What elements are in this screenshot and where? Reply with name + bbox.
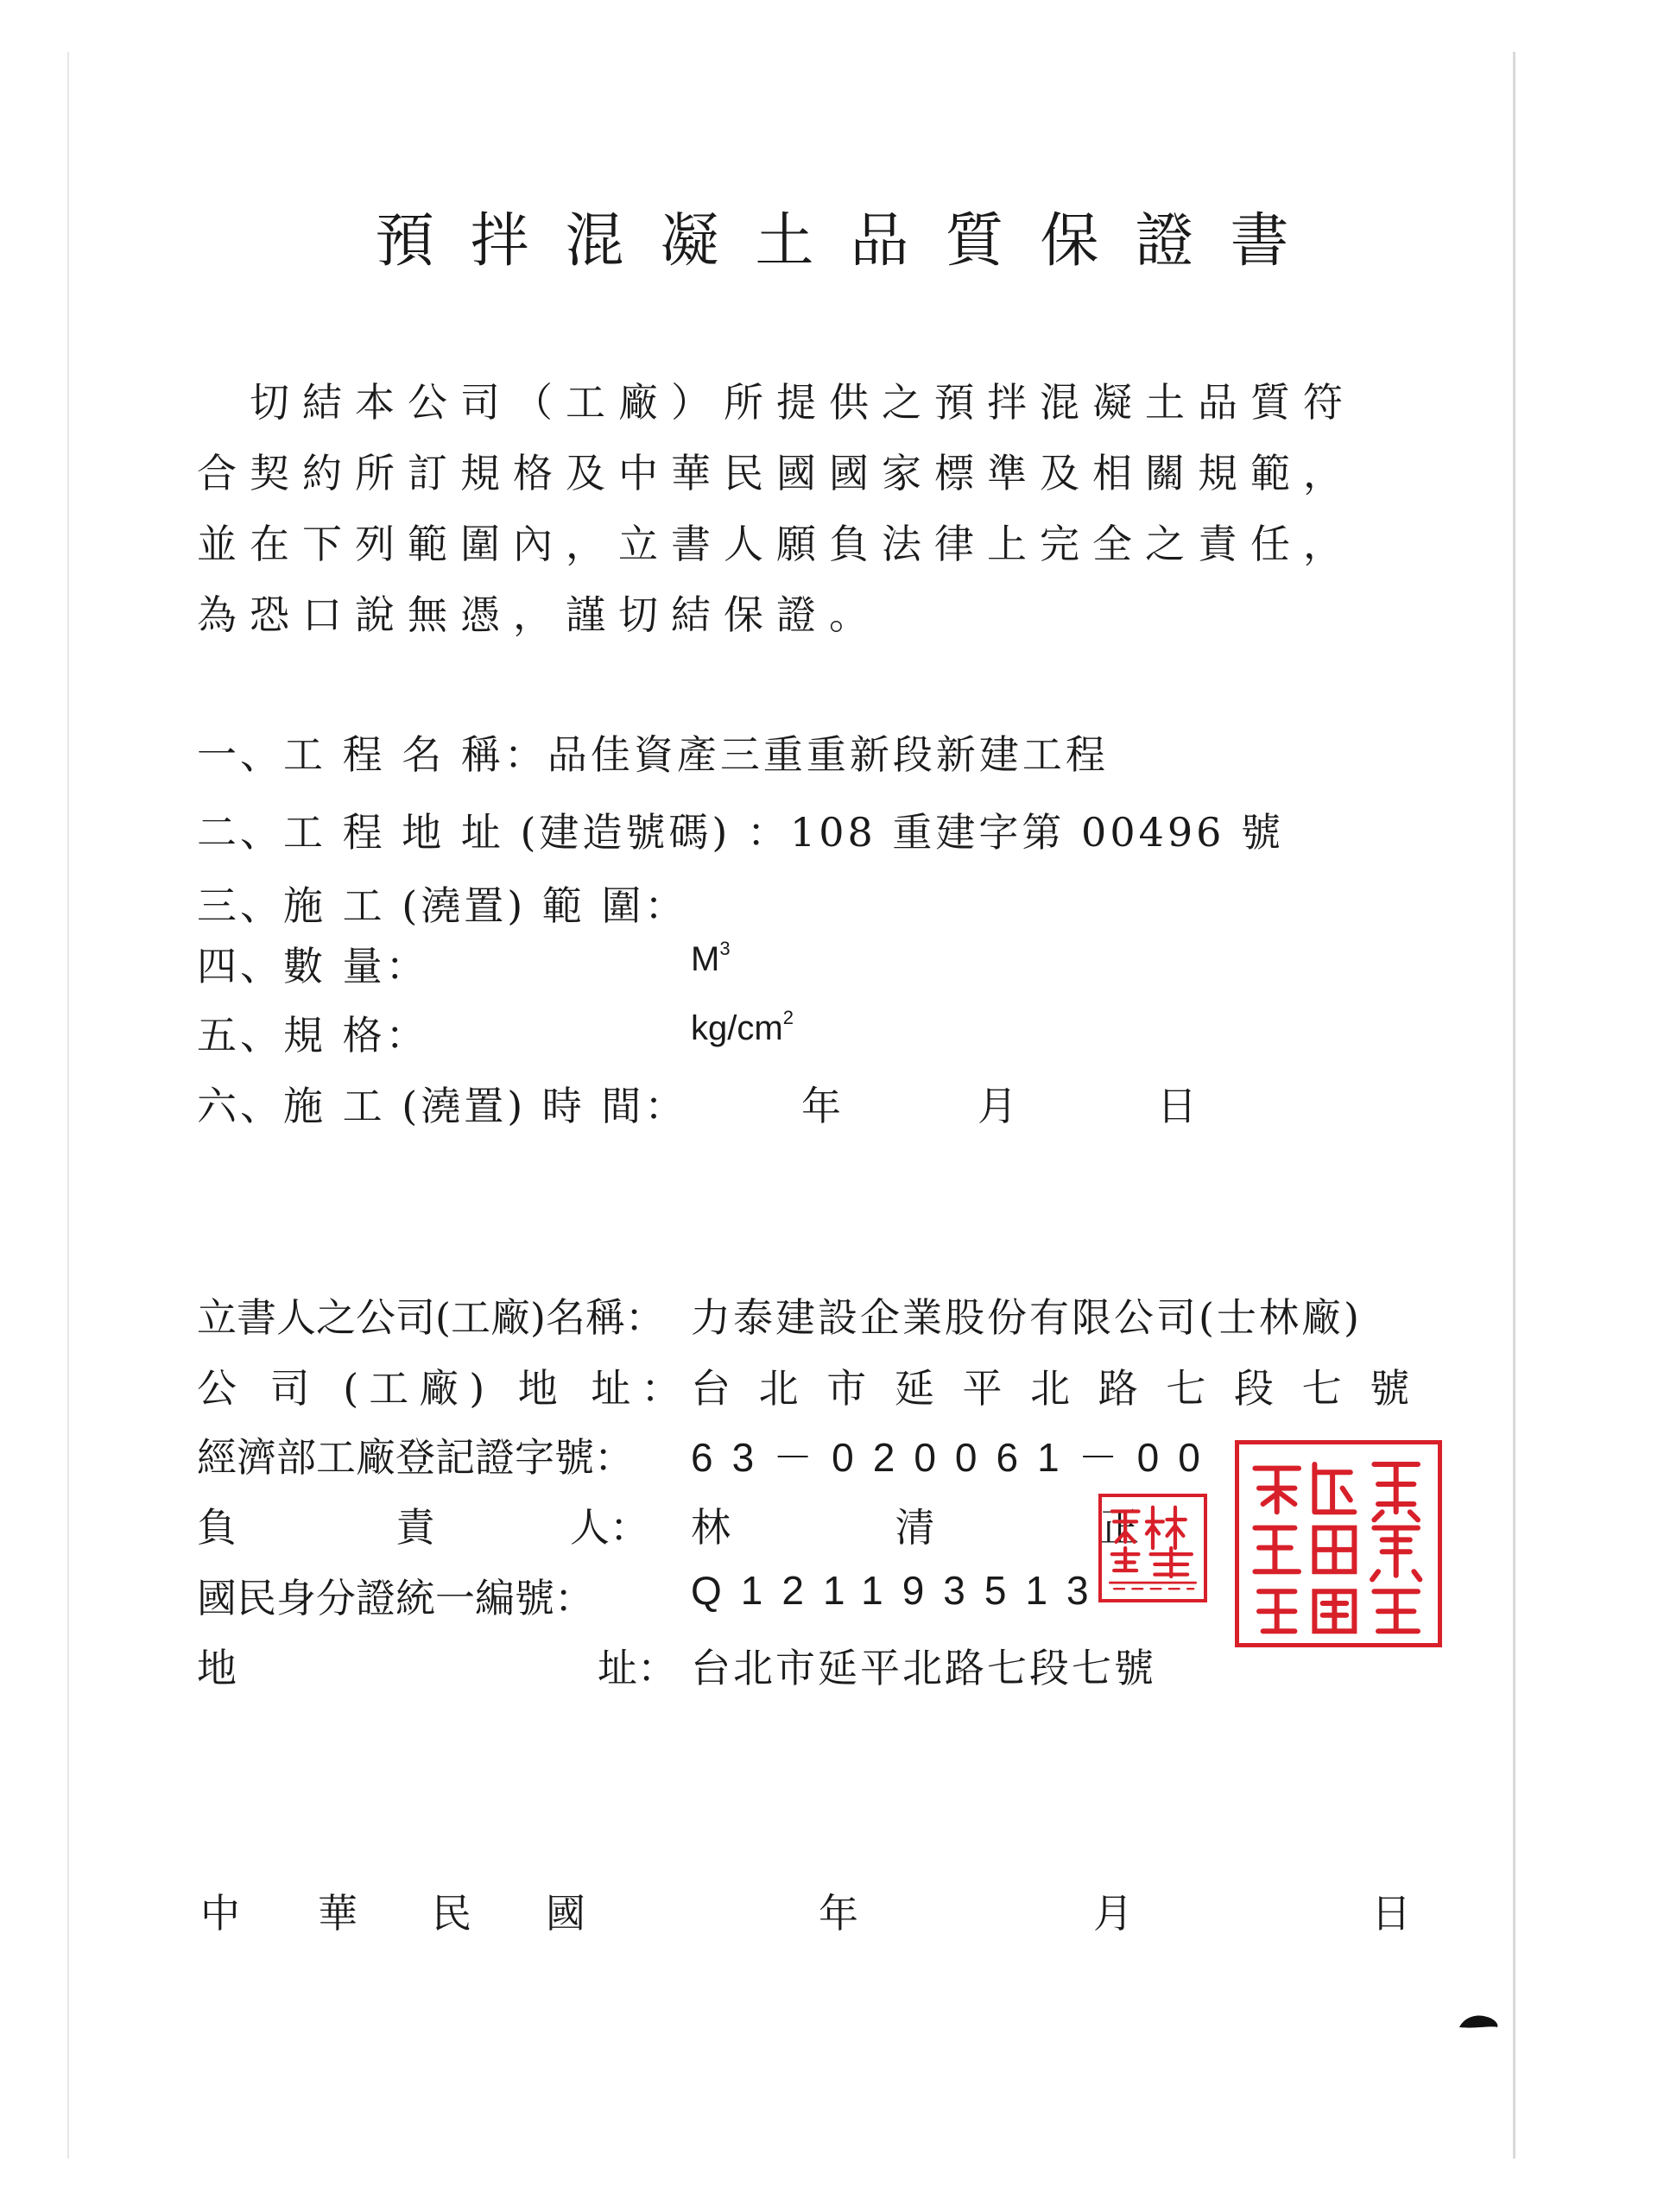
item-project-address: 二、工 程 地 址 (建造號碼) ：108 重建字第 00496 號 bbox=[197, 809, 1285, 856]
page-edge-right bbox=[1513, 52, 1515, 2158]
pour-day: 日 bbox=[1157, 1083, 1197, 1129]
registration-value: 63－020061－00 bbox=[691, 1435, 1219, 1480]
home-address-label-2: 址： bbox=[598, 1645, 677, 1691]
paragraph-line: 切結本公司（工廠）所提供之預拌混凝土品質符 bbox=[197, 379, 1356, 426]
footer-year: 年 bbox=[819, 1890, 858, 1937]
roc-char-2: 華 bbox=[318, 1890, 357, 1937]
registration-label: 經濟部工廠登記證字號： bbox=[197, 1434, 634, 1481]
item-pour-time: 六、施 工 (澆置) 時 間： bbox=[197, 1083, 688, 1129]
quantity-unit: $M^3$ bbox=[691, 938, 731, 978]
company-name-label: 立書人之公司(工廠)名稱： bbox=[197, 1294, 665, 1341]
id-number-label: 國民身分證統一編號： bbox=[197, 1575, 594, 1621]
pour-month: 月 bbox=[978, 1083, 1017, 1129]
personal-seal-icon bbox=[1102, 1497, 1204, 1599]
paragraph-line: 為恐口說無憑，謹切結保證。 bbox=[197, 591, 882, 638]
item-scope: 三、施 工 (澆置) 範 圍： bbox=[197, 882, 688, 929]
company-seal-icon bbox=[1239, 1444, 1438, 1643]
page-edge-left bbox=[67, 52, 69, 2158]
company-address-value: 台 北 市 延 平 北 路 七 段 七 號 bbox=[691, 1365, 1418, 1412]
ink-smudge-icon bbox=[1458, 2012, 1501, 2031]
paragraph-line: 並在下列範圍內，立書人願負法律上完全之責任， bbox=[197, 521, 1356, 567]
responsible-label-1: 負 bbox=[197, 1504, 237, 1551]
document-title: 預拌混凝土品質保證書 bbox=[375, 207, 1326, 275]
footer-month: 月 bbox=[1093, 1890, 1133, 1937]
paragraph-line: 合契約所訂規格及中華民國國家標準及相關規範， bbox=[197, 450, 1356, 496]
company-seal bbox=[1235, 1440, 1442, 1647]
item-spec: 五、規 格： bbox=[197, 1012, 429, 1059]
roc-char-3: 民 bbox=[432, 1890, 471, 1937]
roc-char-4: 國 bbox=[546, 1890, 585, 1937]
spec-unit: $kg/cm^2$ bbox=[691, 1007, 794, 1047]
company-address-label: 公 司 (工廠) 地 址： bbox=[197, 1365, 692, 1412]
responsible-label-2: 責 bbox=[395, 1504, 435, 1551]
roc-char-1: 中 bbox=[200, 1890, 240, 1937]
company-name-value: 力泰建設企業股份有限公司(士林廠) bbox=[691, 1294, 1362, 1341]
responsible-label-3: 人： bbox=[570, 1504, 649, 1551]
item-quantity: 四、數 量： bbox=[197, 943, 429, 989]
pour-year: 年 bbox=[801, 1083, 841, 1129]
home-address-label-1: 地 bbox=[197, 1645, 237, 1691]
responsible-value: 林 清 正 bbox=[691, 1504, 1216, 1551]
home-address-value: 台北市延平北路七段七號 bbox=[691, 1645, 1156, 1691]
pledge-paragraph bbox=[197, 367, 1440, 650]
personal-seal bbox=[1098, 1494, 1207, 1602]
footer-day: 日 bbox=[1371, 1890, 1411, 1937]
id-number-value: Q121193513 bbox=[691, 1568, 1108, 1613]
item-project-name: 一、工 程 名 稱：品佳資產三重重新段新建工程 bbox=[197, 731, 1109, 778]
